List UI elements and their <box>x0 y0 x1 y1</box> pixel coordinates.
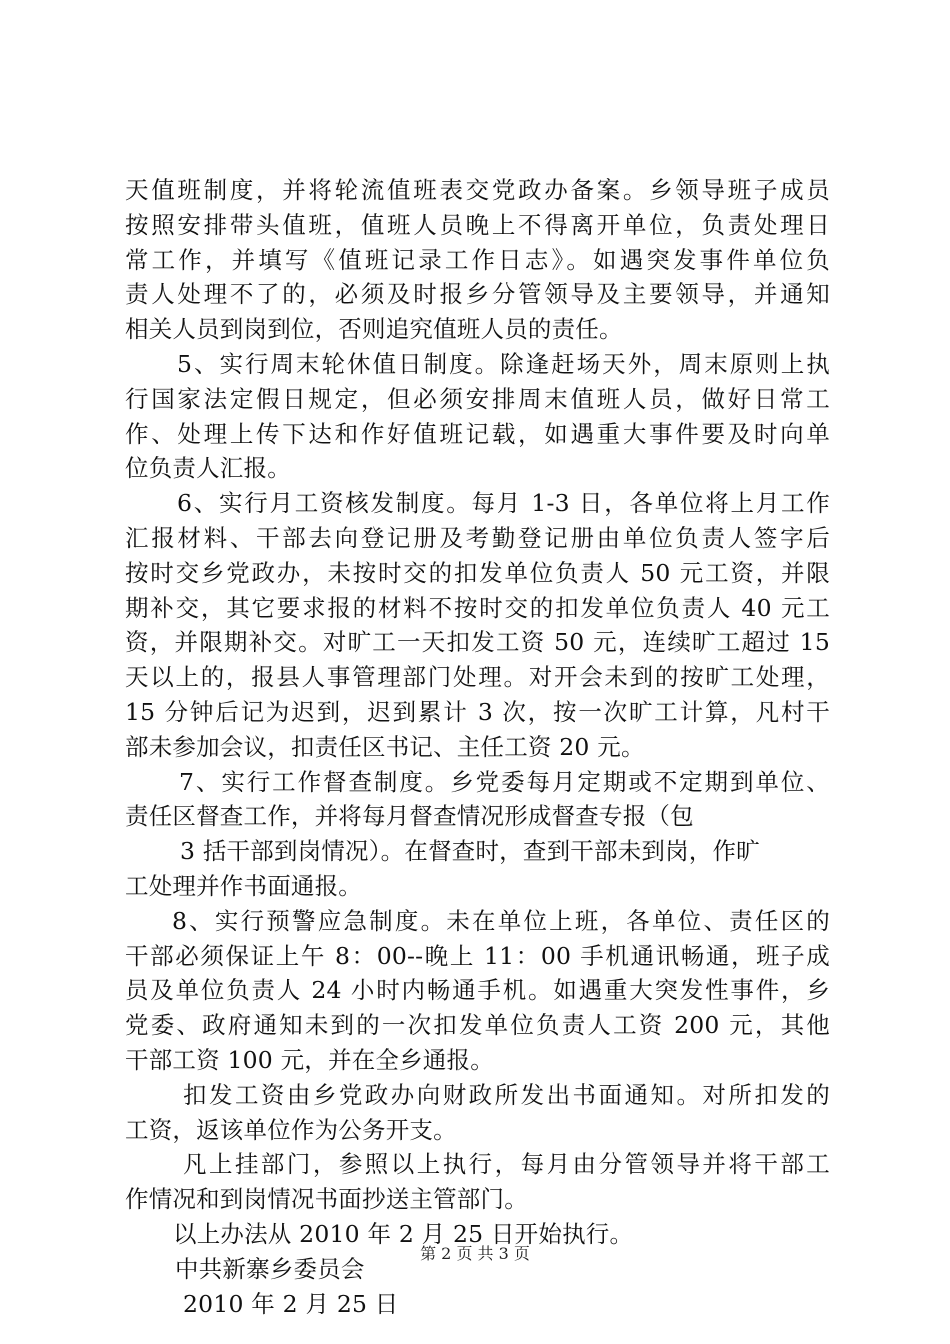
text-line: 作、处理上传下达和作好值班记载，如遇重大事件要及时向单 <box>125 419 830 448</box>
text-line: 期补交，其它要求报的材料不按时交的扣发单位负责人 40 元工 <box>125 593 830 622</box>
text-line: 7、实行工作督查制度。乡党委每月定期或不定期到单位、 <box>179 767 830 796</box>
text-line: 责人处理不了的，必须及时报乡分管领导及主要领导，并通知 <box>125 280 830 309</box>
text-line: 汇报材料、干部去向登记册及考勤登记册由单位负责人签字后 <box>125 523 830 552</box>
text-line: 凡上挂部门，参照以上执行，每月由分管领导并将干部工 <box>183 1150 830 1179</box>
text-line: 按时交乡党政办，未按时交的扣发单位负责人 50 元工资，并限 <box>125 558 830 587</box>
text-line: 15 分钟后记为迟到，迟到累计 3 次，按一次旷工计算，凡村干 <box>125 697 830 726</box>
text-line: 干部工资 100 元，并在全乡通报。 <box>125 1045 494 1074</box>
text-line: 天以上的，报县人事管理部门处理。对开会未到的按旷工处理， <box>125 663 830 692</box>
text-line: 常工作，并填写《值班记录工作日志》。如遇突发事件单位负 <box>125 245 830 274</box>
page-footer: 第 2 页 共 3 页 <box>420 1244 530 1263</box>
text-line: 位负责人汇报。 <box>125 454 291 483</box>
text-line: 扣发工资由乡党政办向财政所发出书面通知。对所扣发的 <box>183 1080 830 1109</box>
text-line: 责任区督查工作，并将每月督查情况形成督查专报（包 <box>125 802 694 831</box>
text-line: 按照安排带头值班，值班人员晚上不得离开单位，负责处理日 <box>125 210 830 239</box>
text-line: 部未参加会议，扣责任区书记、主任工资 20 元。 <box>125 732 645 761</box>
text-line: 5、实行周末轮休值日制度。除逢赶场天外，周末原则上执 <box>177 349 830 378</box>
text-line: 以上办法从 2010 年 2 月 25 日开始执行。 <box>173 1219 634 1248</box>
text-line: 干部必须保证上午 8：00--晚上 11：00 手机通讯畅通，班子成 <box>125 941 830 970</box>
text-line: 工处理并作书面通报。 <box>125 871 362 900</box>
text-line: 党委、政府通知未到的一次扣发单位负责人工资 200 元，其他 <box>125 1011 830 1040</box>
text-line: 作情况和到岗情况书面抄送主管部门。 <box>125 1185 528 1214</box>
text-line: 2010 年 2 月 25 日 <box>183 1289 399 1318</box>
text-line: 行国家法定假日规定，但必须安排周末值班人员，做好日常工 <box>125 384 830 413</box>
text-line: 天值班制度，并将轮流值班表交党政办备案。乡领导班子成员 <box>125 176 830 204</box>
text-line: 资，并限期补交。对旷工一天扣发工资 50 元，连续旷工超过 15 <box>125 628 830 657</box>
text-line: 工资，返该单位作为公务开支。 <box>125 1115 457 1144</box>
text-line: 相关人员到岗到位，否则追究值班人员的责任。 <box>125 315 623 344</box>
text-line: 6、实行月工资核发制度。每月 1-3 日，各单位将上月工作 <box>177 489 830 518</box>
text-line: 员及单位负责人 24 小时内畅通手机。如遇重大突发性事件，乡 <box>125 976 830 1005</box>
document-body <box>125 173 830 1321</box>
text-line: 8、实行预警应急制度。未在单位上班，各单位、责任区的 <box>172 906 830 935</box>
text-line: 3 括干部到岗情况）。在督查时，查到干部未到岗，作旷 <box>180 837 760 866</box>
text-line: 中共新寨乡委员会 <box>175 1254 365 1283</box>
